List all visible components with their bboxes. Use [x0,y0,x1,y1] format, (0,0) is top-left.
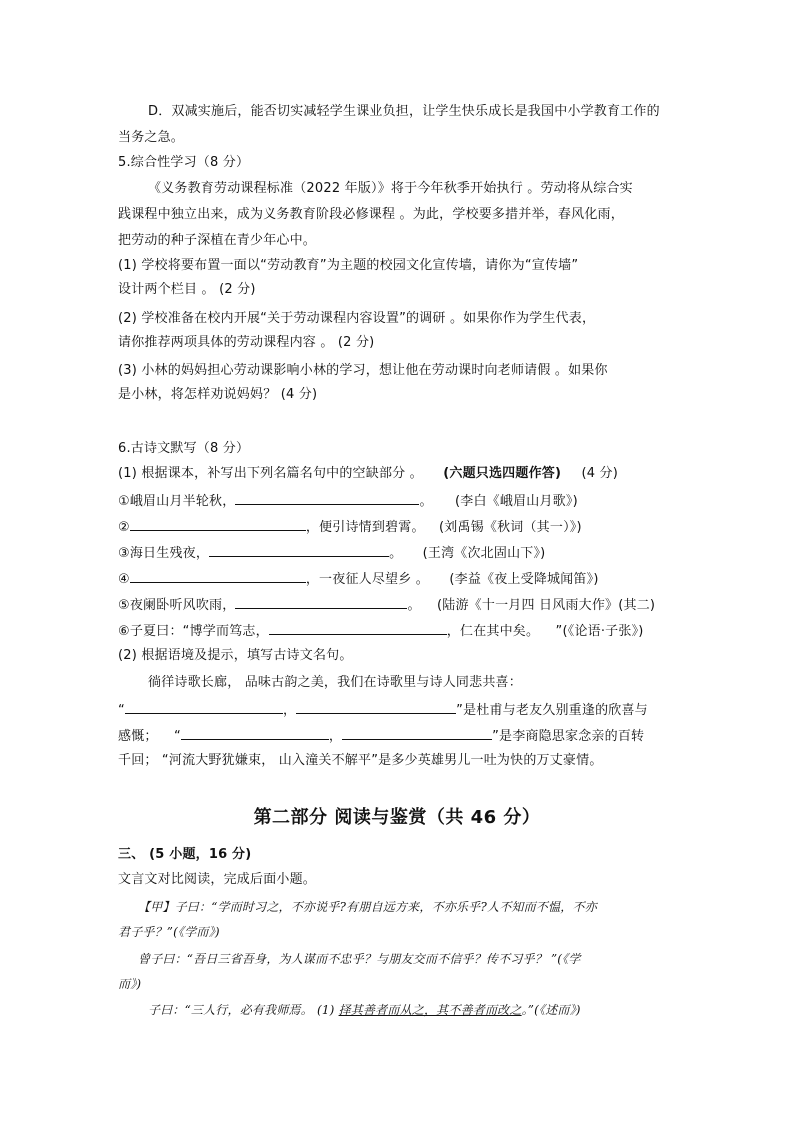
blank-item6[interactable] [269,621,447,635]
q6-part1-instruction [118,465,618,483]
item4-source: (李益《夜上受降城闻笛》) [449,572,599,587]
part2-title: 第二部分 阅读与鉴赏（共 46 分） [253,807,541,828]
q5-intro-line2: 践课程中独立出来，成为义务教育阶段必修课程 。为此，学校要多措并举，春风化雨， [118,207,624,222]
item1-punct: 。 [419,494,433,509]
blank-item5[interactable] [235,595,407,609]
q6-item1 [118,491,578,511]
blank-item4[interactable] [130,569,306,583]
item2-source: (刘禹锡《秋词（其一）》) [439,520,582,535]
passage-zengzi-line1: 曾子曰：“吾日三省吾身，为人谋而不忠乎？与朋友交而不信乎？传不习乎？ ”(《学 [138,952,581,966]
q6-part1-bold-note: (六题只选四题作答) [443,466,562,481]
q5-sub3-line1: (3) 小林的妈妈担心劳动课影响小林的学习，想让他在劳动课时向老师请假 。如果你 [118,363,608,378]
item2-prompt: ，便引诗情到碧霄。 [305,520,425,535]
item6-prompt: ⑥子夏曰：“博学而笃志， [118,624,269,639]
blank-item2[interactable] [130,517,306,531]
context-line2-tail: ”是杜甫与老友久别重逢的欣喜与 [456,703,648,718]
blank-context-1[interactable] [125,700,283,714]
q6-heading: 6.古诗文默写（8 分） [118,441,250,456]
q6-context-line3 [118,726,644,746]
q6-item4 [118,569,599,589]
item6-continuation: ，仁在其中矣。 [446,624,540,639]
blank-item1[interactable] [235,491,419,505]
blank-context-4[interactable] [342,726,492,740]
section-3-instruction: 文言文对比阅读，完成后面小题。 [118,872,317,887]
section-3-heading: 三、 (5 小题，16 分) [118,847,252,862]
q5-sub3-line2: 是小林，将怎样劝说妈妈？ (4 分) [118,387,318,402]
item3-prompt: ③海日生残夜， [118,546,210,561]
q4-option-d-line2: 当务之急。 [118,130,185,145]
q5-heading: 5.综合性学习（8 分） [118,155,250,170]
item2-number: ② [118,520,130,535]
q4-option-d-line1: D．双减实施后，能否切实减轻学生课业负担，让学生快乐成长是我国中小学教育工作的 [148,104,660,119]
underlined-sentence: 择其善者而从之，其不善者而改之 [338,1003,522,1017]
item6-source: ”(《论语·子张》) [555,624,644,639]
passage-jia-line2: 君子乎？”(《学而》) [118,925,220,939]
comma: ， [328,729,343,744]
passage-jia-line1: 【甲】子曰：“学而时习之，不亦说乎?有朋自远方来，不亦乐乎?人不知而不愠，不亦 [138,900,597,914]
q5-sub2-line2: 请你推荐两项具体的劳动课程内容 。 (2 分) [118,335,375,350]
blank-item3[interactable] [209,543,389,557]
q6-item5 [118,595,655,615]
q6-part1-text: (1) 根据课本，补写出下列名篇名句中的空缺部分 。 [118,466,423,481]
open-quote: “ [118,703,125,718]
q6-item3 [118,543,545,563]
q6-context-line4: 千回； “河流大野犹嫌束， 山入潼关不解平”是多少英雄男儿一吐为快的万丈豪情。 [118,753,603,768]
shuer-lead: 子曰：“三人行，必有我师焉。 (1) [148,1003,335,1017]
blank-context-2[interactable] [296,700,456,714]
item1-source: (李白《峨眉山月歌》) [455,494,578,509]
passage-shuer-line [148,1001,581,1019]
item4-prompt: ，一夜征人尽望乡 。 [305,572,429,587]
q6-context-line1: 徜徉诗歌长廊， 品味古韵之美，我们在诗歌里与诗人同悲共喜： [148,675,522,690]
q5-intro-line3: 把劳动的种子深植在青少年心中。 [118,233,317,248]
item5-prompt: ⑤夜阑卧听风吹雨， [118,598,236,613]
blank-context-3[interactable] [181,726,329,740]
item3-source: (王湾《次北固山下》) [422,546,546,561]
q5-sub1-line1: (1) 学校将要布置一面以“劳动教育”为主题的校园文化宣传墙，请你为“宣传墙” [118,258,579,273]
comma: ， [282,703,297,718]
item3-punct: 。 [389,546,403,561]
item1-prompt: ①峨眉山月半轮秋， [118,494,236,509]
passage-zengzi-line2: 而》) [118,977,142,991]
context-line3-head: 感慨； [118,729,158,744]
q6-item6 [118,621,644,641]
shuer-source: 。”(《述而》) [521,1003,581,1017]
item5-punct: 。 [407,598,421,613]
q6-part2-instruction: (2) 根据语境及提示，填写古诗文名句。 [118,648,353,663]
context-line3-tail: ”是李商隐思家念亲的百转 [492,729,645,744]
q5-intro-line1: 《义务教育劳动课程标准（2022 年版）》将于今年秋季开始执行 。劳动将从综合实 [148,181,633,196]
q5-sub2-line1: (2) 学校准备在校内开展“关于劳动课程内容设置”的调研 。如果你作为学生代表， [118,311,596,326]
q6-context-line2 [118,700,648,720]
q6-item2 [118,517,582,537]
item5-source: (陆游《十一月四 日风雨大作》(其二) [437,598,656,613]
q6-part1-score: (4 分) [581,466,619,481]
item4-number: ④ [118,572,130,587]
q5-sub1-line2: 设计两个栏目 。 (2 分) [118,282,256,297]
open-quote: “ [173,729,181,744]
